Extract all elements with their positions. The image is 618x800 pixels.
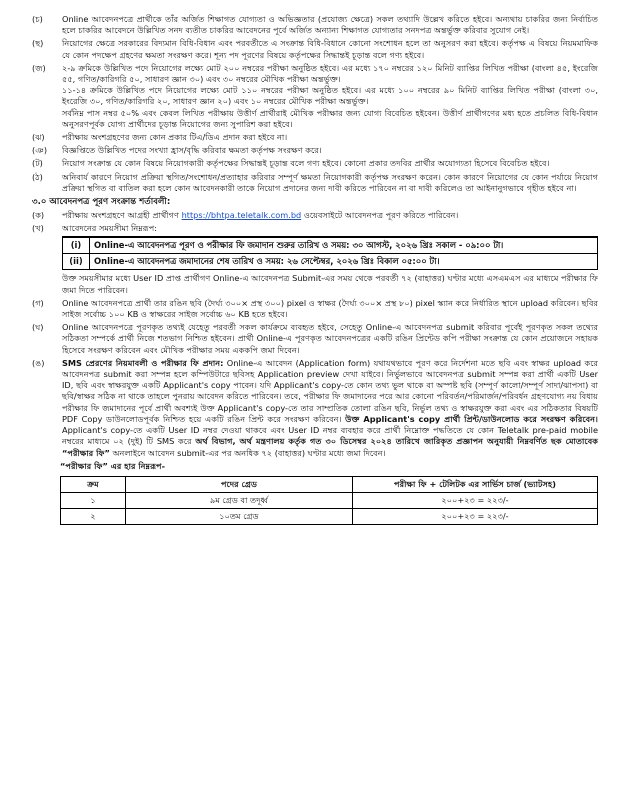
item-mark: (গ) [32, 297, 44, 308]
condition-item [32, 158, 598, 169]
fee-header-amount: পরীক্ষা ফি + টেলিটক এর সার্ভিস চার্জ (ভ্যাটসহ) [353, 476, 598, 492]
schedule-row [63, 254, 598, 270]
fee-serial: ১ [61, 492, 126, 508]
condition-item [32, 14, 598, 36]
sms-text-1: Online-এ আবেদন (Application form) যথাযথভাবে পূরণ করে নির্দেশনা মতে ছবি এবং স্বাক্ষর upload করে আবেদনপত্র submit করা সম্পন্ন হলে কম্পিউটারে ছবিসহ Application preview দেখা যাইবে। নির্ভুলভাবে আবেদনপত্র submit সম্পন্ন করা প্রার্থী একটি User ID, ছবি এবং স্বাক্ষরযুক্ত একটি Applicant's copy পাবেন। যদি Applicant's copy-তে কোন তথ্য ভুল থাকে বা অস্পষ্ট ছবি (সম্পূর্ণ কালো/সম্পূর্ণ সাদা/ঝাপসা) বা ছবি/স্বাক্ষর সঠিক না থাকে তাহলে পুনরায় আবেদন করিতে পারিবেন। তবে, পরীক্ষার ফি জমাদানের পরে আর কোনো পরিবর্তন/পরিমার্জন/পরিবর্ধন গ্রহণযোগ্য নয় বিধায় পরীক্ষার ফি জমাদানের পূর্বে প্রার্থী অবশ্যই উক্ত Applicant's copy-তে তার সাম্প্রতিক তোলা রঙিন ছবি, নির্ভুল তথ্য ও স্বাক্ষরযুক্ত করা এবং এর সঠিকতার বিষয়টি PDF Copy ডাউনলোডপূর্বক নিশ্চিত হয়ে একটি রঙিন প্রিন্ট করে সংরক্ষণ করিবেন। [62, 357, 599, 424]
sms-item [32, 358, 598, 459]
condition-item [32, 172, 598, 194]
apply-text-after: ওয়েবসাইটে আবেদনপত্র পূরণ করিতে পারিবেন। [303, 210, 459, 221]
fee-amount: ২০০+২৩ = ২২৩/- [353, 508, 598, 524]
item-mark: (ঝ) [32, 132, 45, 143]
condition-text: বিজ্ঞপ্তিতে উল্লিখিত পদের সংখ্যা হ্রাস/বৃদ্ধি করিবার ক্ষমতা কর্তৃপক্ষ সংরক্ষণ করে। [62, 145, 322, 156]
item-mark: (ঙ) [32, 357, 45, 368]
fee-row [61, 492, 598, 508]
fee-header-grade: পদের গ্রেড [126, 476, 353, 492]
fee-row [61, 508, 598, 524]
fee-amount: ২০০+২৩ = ২২৩/- [353, 492, 598, 508]
item-mark: (চ) [32, 14, 43, 24]
schedule-index: (i) [63, 237, 90, 254]
fee-table [60, 476, 598, 525]
item-mark: (ক) [32, 210, 45, 221]
verify-item [32, 322, 598, 356]
fee-title: “পরীক্ষার ফি” এর হার নিম্নরূপ- [60, 460, 165, 471]
condition-text: অনিবার্য কারণে নিয়োগ প্রক্রিয়া স্থগিত/সংশোধন/প্রত্যাহার করিবার সম্পূর্ণ ক্ষমতা নিয়োগকারী কর্তৃপক্ষ সংরক্ষণ করেন। কোন কারণে নিয়োগের যে কোন পর্যায়ে নিয়োগ প্রক্রিয়া স্থগিত বা বাতিল করা হলে কোন আবেদনকারী তাকে নিয়োগ প্রদানের জন্য দাবী করিতে পারিবেন না বা দাবী করিলেও তা আইনানুগভাবে গৃহীত হইবে না। [62, 171, 598, 193]
conditions-list [32, 14, 598, 194]
condition-text: ২-৯ ক্রমিকে উল্লিখিত পদে নিয়োগের লক্ষ্যে মোট ২০০ নম্বরের পরীক্ষা অনুষ্ঠিত হইবে। এর মধ্যে ১৭০ নম্বরের ১২০ মিনিট ব্যাপ্তির লিখিত পরীক্ষা (বাংলা ৪৫, ইংরেজি ৫৫, গণিত/কারিগরি ৫০, সাধারণ জ্ঞান ৩০) এবং ৩০ নম্বরের মৌখিক পরীক্ষা অন্তর্ভুক্ত। [62, 62, 598, 85]
fee-grade: ৯ম গ্রেড বা তদূর্ধ্ব [126, 492, 353, 508]
item-mark: (ঠ) [32, 171, 43, 182]
sms-lead: SMS প্রেরণের নিয়মাবলী ও পরীক্ষার ফি প্রদান: [62, 357, 224, 368]
apply-text-before: পরীক্ষায় অংশগ্রহণে আগ্রহী প্রার্থীগণ [62, 210, 179, 221]
schedule-note: উক্ত সময়সীমার মধ্যে User ID প্রাপ্ত প্রার্থীগণ Online-এ আবেদনপত্র Submit-এর সময় থেকে পরবর্তী ৭২ (বাহাত্তর) ঘণ্টার মধ্যে এসএমএস এর মাধ্যমে পরীক্ষার ফি জমা দিতে পারিবেন। [62, 273, 598, 295]
condition-item [32, 63, 598, 130]
schedule-text: Online-এ আবেদনপত্র জমাদানের শেষ তারিখ ও সময়: ২৬ সেপ্টেম্বর, ২০২৬ খ্রিঃ বিকাল ০৫:০০ টা। [90, 254, 598, 270]
condition-item [32, 132, 598, 143]
item-mark: (ঘ) [32, 322, 44, 333]
fee-header-serial: ক্রম [61, 476, 126, 492]
sms-bold-note: উক্ত Applicant's copy প্রার্থী প্রিন্ট/ডাউনলোড করে সংরক্ষণ করিবেন। [345, 413, 598, 424]
fee-grade: ১০তম গ্রেড [126, 508, 353, 524]
apply-item [32, 210, 598, 221]
condition-text: পরীক্ষায় অংশগ্রহণের জন্য কোন প্রকার টিএ/ডিএ প্রদান করা হইবে না। [62, 132, 288, 143]
item-mark: (ছ) [32, 38, 44, 49]
condition-text: ১১-১৪ ক্রমিকে উল্লিখিত পদে নিয়োগের লক্ষ্যে মোট ১১০ নম্বরের পরীক্ষা অনুষ্ঠিত হইবে। এর মধ্যে ১০০ নম্বরের ৯০ মিনিট ব্যাপ্তির লিখিত পরীক্ষা (বাংলা ৩০, ইংরেজি ৩০, গণিত/কারিগরি ২০, সাধারণ জ্ঞান ২০) এবং ১০ নম্বরের মৌখিক পরীক্ষা অন্তর্ভুক্ত। [62, 85, 598, 107]
schedule-row [63, 237, 598, 254]
item-mark: (জ) [32, 62, 46, 73]
schedule-text: Online-এ আবেদনপত্র পূরণ ও পরীক্ষার ফি জমাদান শুরুর তারিখ ও সময়: ৩০ আগস্ট, ২০২৬ খ্রিঃ সকাল - ০৯:০০ টা। [90, 237, 598, 254]
condition-text: Online আবেদনপত্রে প্রার্থীকে তাঁর অর্জিত শিক্ষাগত যোগ্যতা ও অভিজ্ঞতার (প্রযোজ্য ক্ষেত্রে) সকল তথ্যাদি উল্লেখ করিতে হইবে। অন্যথায় চাকরির জন্য নির্বাচিত হলে চাকরির আবেদনে উল্লিখিত সনদ ব্যতীত চাকরির আবেদনের পূর্বে অর্জিত অন্যান্য শিক্ষাগত যোগ্যতার সনদপত্র অন্তর্ভুক্ত করিবার সুযোগ নেই। [62, 14, 598, 36]
sms-text-3: অনলাইনে আবেদন submit-এর পর অনধিক ৭২ (বাহাত্তর) ঘণ্টার মধ্যে জমা দিবেন। [112, 447, 386, 458]
fee-serial: ২ [61, 508, 126, 524]
sms-text-2: Applicant's copy-তে একটি User ID নম্বর দেওয়া থাকবে এবং User ID নম্বর ব্যবহার করে প্রার্থী নিম্নোক্ত পদ্ধতিতে যে কোন Teletalk pre-paid mobile নম্বরের মাধ্যমে ০২ (দুই) টি SMS করে [62, 425, 598, 447]
schedule-intro: আবেদনের সময়সীমা নিম্নরূপ: [62, 223, 158, 234]
sms-paragraph [62, 358, 598, 459]
condition-item [32, 145, 598, 156]
verify-text: Online আবেদনপত্রে পূরণকৃত তথ্যই যেহেতু পরবর্তী সকল কার্যক্রমে ব্যবহৃত হইবে, সেহেতু Online-এ আবেদনপত্র submit করিবার পূর্বেই পূরণকৃত সকল তথ্যের সঠিকতা সম্পর্কে প্রার্থী নিজে শতভাগ নিশ্চিত হইবেন। প্রার্থী Online-এ পূরণকৃত আবেদনপত্রের একটি রঙিন প্রিন্টেড কপি পরীক্ষা সংক্রান্ত যে কোন প্রয়োজনে সহায়ক হিসেবে সংরক্ষণ করিবেন এবং মৌখিক পরীক্ষার সময় এককপি জমা দিবেন। [62, 322, 598, 355]
condition-text: নিয়োগের ক্ষেত্রে সরকারের বিদ্যমান বিধি-বিধান এবং পরবর্তীতে এ সংক্রান্ত বিধি-বিধানে কোনো সংশোধন হলে তা অনুসরণ করা হইবে। কর্তৃপক্ষ এ বিষয়ে নিয়মমাফিক যে কোন পদক্ষেপ গ্রহণের ক্ষমতা সংরক্ষণ করে। শূন্য পদ পূরণের বিষয়ে কর্তৃপক্ষের সিদ্ধান্তই চূড়ান্ত বলে গণ্য হইবে। [62, 38, 598, 60]
item-mark: (ঞ) [32, 145, 48, 156]
sms-bold-fee: অর্থ বিভাগ, অর্থ মন্ত্রণালয় কর্তৃক গত ৩০ ডিসেম্বর ২০২৪ তারিখে জারিকৃত প্রজ্ঞাপন অনুযায়ী নিম্নবর্ণিত ছক মোতাবেক “পরীক্ষার ফি” [62, 436, 598, 458]
schedule-index: (ii) [63, 254, 90, 270]
item-mark: (ট) [32, 158, 43, 169]
photo-item [32, 298, 598, 320]
condition-text: নিয়োগ সংক্রান্ত যে কোন বিষয়ে নিয়োগকারী কর্তৃপক্ষের সিদ্ধান্তই চূড়ান্ত বলে গণ্য হইবে। কোনো প্রকার তদবির প্রার্থীর অযোগ্যতা হিসেবে বিবেচিত হইবে। [62, 158, 550, 169]
section-heading: ৩.০ আবেদনপত্র পূরণ সংক্রান্ত শর্তাবলী: [32, 197, 171, 208]
apply-website-link[interactable]: https://bhtpa.teletalk.com.bd [181, 210, 302, 221]
schedule-item [32, 223, 598, 296]
condition-text: সর্বনিম্ন পাস নম্বর ৫০% এবং কেবল লিখিত পরীক্ষায় উত্তীর্ণ প্রার্থীরাই মৌখিক পরীক্ষার জন্য যোগ্য বিবেচিত হইবেন। উত্তীর্ণ প্রার্থীগণের মধ্য হতে প্রচলিত বিধি-বিধান অনুসরণপূর্বক যোগ্য প্রার্থীদের চূড়ান্ত নিয়োগের জন্য সুপারিশ করা হইবে। [62, 107, 598, 129]
item-mark: (খ) [32, 223, 44, 234]
fee-header-row [61, 476, 598, 492]
condition-item [32, 38, 598, 60]
photo-text: Online আবেদনপত্রে প্রার্থী তার রঙিন ছবি (দৈর্ঘ্য ৩০০× প্রস্থ ৩০০) pixel ও স্বাক্ষর (দৈর্ঘ্য ৩০০× প্রস্থ ৮০) pixel স্ক্যান করে নির্ধারিত স্থানে upload করিবেন। ছবির সাইজ সর্বোচ্চ ১০০ KB ও স্বাক্ষরের সাইজ সর্বোচ্চ ৬০ KB হতে হইবে। [62, 297, 598, 320]
schedule-table [62, 236, 598, 270]
